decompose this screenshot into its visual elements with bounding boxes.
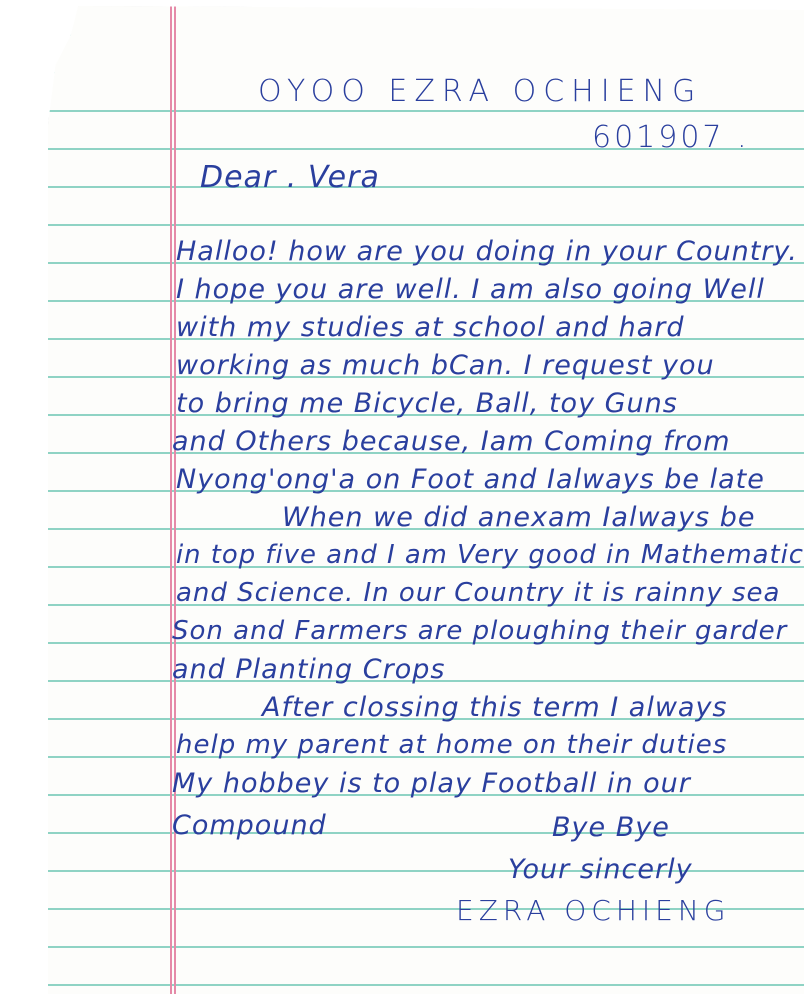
body-line-7: Nyong'ong'a on Foot and Ialways be late: [176, 464, 765, 495]
signature: EZRA OCHIENG: [456, 894, 731, 927]
body-line-4: working as much bCan. I request you: [176, 350, 715, 381]
body-line-12: and Planting Crops: [172, 654, 446, 685]
header-name: OYOO EZRA OCHIENG: [258, 74, 703, 109]
body-line-13: After clossing this term I always: [262, 692, 728, 723]
body-line-6: and Others because, Iam Coming from: [172, 426, 731, 457]
body-line-9: in top five and I am Very good in Mathematic: [176, 540, 805, 570]
body-line-1: Halloo! how are you doing in your Country.: [176, 236, 798, 267]
sign-off: Your sincerly: [508, 854, 693, 885]
body-line-11: Son and Farmers are ploughing their garder: [172, 616, 788, 646]
body-line-8: When we did anexam Ialways be: [282, 502, 756, 533]
header-number: 601907 .: [592, 120, 750, 155]
margin-line-inner: [170, 6, 172, 994]
body-line-3: with my studies at school and hard: [176, 312, 685, 343]
body-line-16: Compound: [172, 810, 327, 841]
body-line-2: I hope you are well. I am also going Well: [176, 274, 765, 305]
body-line-15: My hobbey is to play Football in our: [172, 768, 691, 799]
body-line-14: help my parent at home on their duties: [176, 730, 728, 760]
closing: Bye Bye: [552, 812, 670, 843]
margin-line: [174, 6, 176, 994]
body-line-5: to bring me Bicycle, Ball, toy Guns: [176, 388, 678, 419]
salutation: Dear . Vera: [200, 160, 380, 195]
body-line-10: and Science. In our Country it is rainny sea: [176, 578, 781, 608]
